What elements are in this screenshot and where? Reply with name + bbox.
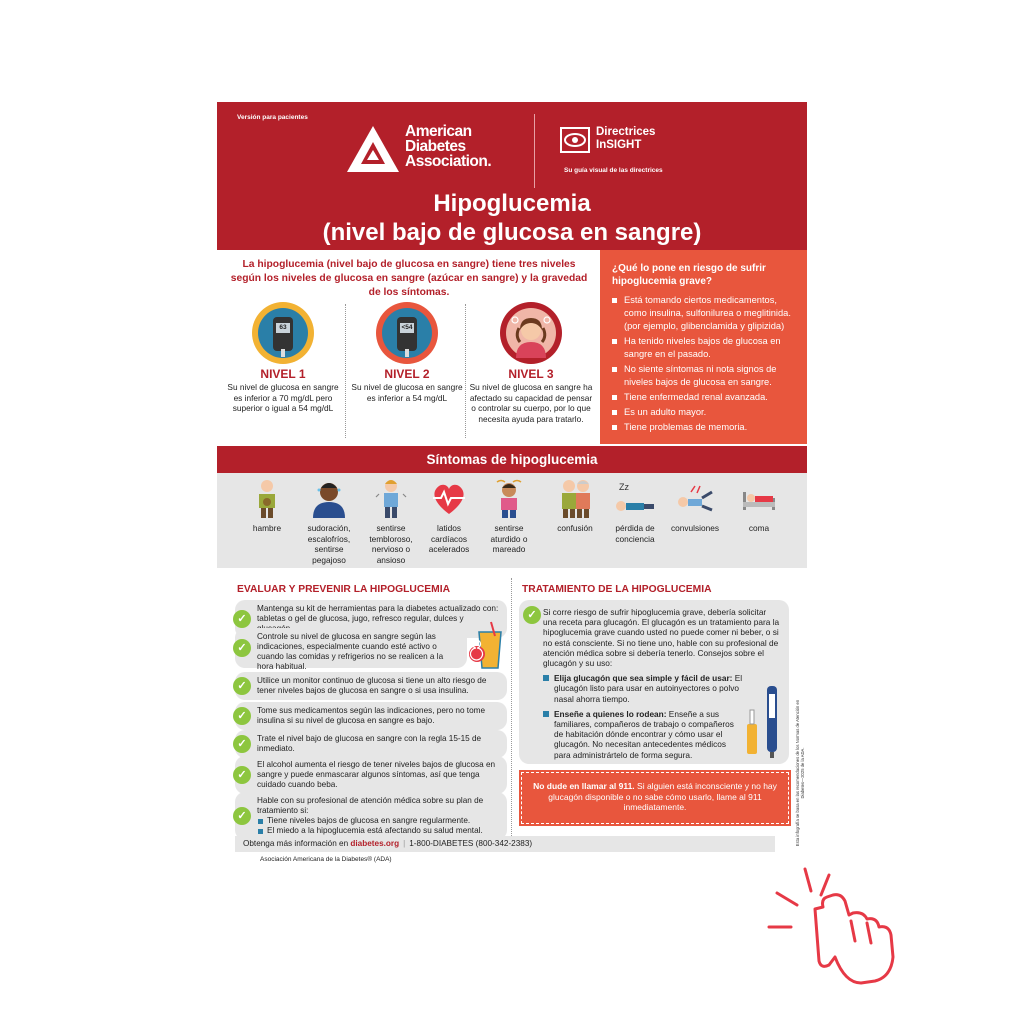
call-911-box: No dude en llamar al 911. Si alguien está inconsciente y no hay glucagón disponible o no sabe cómo usarlo, llame al 911 inmediatamente. <box>521 772 789 824</box>
risk-item: No siente síntomas ni nota signos de niveles bajos de glucosa en sangre. <box>612 363 799 389</box>
risk-item: Tiene enfermedad renal avanzada. <box>612 391 799 404</box>
ada-wordmark: American Diabetes Association. <box>405 123 492 170</box>
level-2-card <box>348 302 466 403</box>
distressed-person-icon <box>506 308 556 358</box>
treatment-tip: Elija glucagón que sea simple y fácil de usar: El glucagón listo para usar en autoinyectores o polvo nasal ahorra tiempo. <box>543 673 743 704</box>
level-1-title: NIVEL 1 <box>260 367 306 381</box>
dotted-divider <box>465 304 466 438</box>
svg-text:Zz: Zz <box>619 482 629 492</box>
check-icon: ✓ <box>233 707 251 725</box>
click-cursor-icon <box>765 865 905 995</box>
symptom-coma: coma <box>729 478 789 534</box>
ada-triangle-icon <box>347 126 399 172</box>
level-2-title: NIVEL 2 <box>384 367 430 381</box>
risk-item: Es un adulto mayor. <box>612 406 799 419</box>
seizure-icon <box>675 478 715 518</box>
levels-lead-text: La hipoglucemia (nivel bajo de glucosa en sangre) tiene tres niveles según los niveles de glucosa en sangre (azúcar en sangre) y la gravedad de los síntomas. <box>230 259 588 298</box>
risk-item: Está tomando ciertos medicamentos, como insulina, sulfonilurea o meglitinida. (por ejemplo, glibenclamida y glipizida) <box>612 294 799 333</box>
evaluate-item: ✓ Hable con su profesional de atención médica sobre su plan de tratamiento si: Tiene niveles bajos de glucosa en sangre regularmente. El miedo a la hipoglucemia está afectando su salud mental. <box>235 792 507 840</box>
source-note: Esta infografía se basa en las recomendaciones de los Normas de Atención en Diabetes—2025 de la ADA. <box>795 699 805 847</box>
symptom-confusion: confusión <box>545 478 605 534</box>
heartbeat-icon <box>429 478 469 518</box>
check-icon: ✓ <box>233 677 251 695</box>
hungry-person-icon <box>247 478 287 518</box>
evaluate-subitem: Tiene niveles bajos de glucosa en sangre regularmente. <box>257 816 499 826</box>
level-3-card <box>467 302 595 424</box>
header-divider <box>534 114 535 188</box>
insight-subtitle: Su guía visual de las directrices <box>564 167 663 174</box>
treatment-intro: Si corre riesgo de sufrir hipoglucemia grave, debería solicitar una receta para glucagón. El glucagón es un tratamiento para la hipoglucemia grave cuando usted no puede comer ni beber, o si no está consciente. Si no tiene uno, hable con su profesional de atención médica sobre si debería tenerlo. Consejos sobre el glucagón y su uso: <box>543 607 780 669</box>
level-3-title: NIVEL 3 <box>508 367 554 381</box>
ada-logo[interactable] <box>347 124 537 176</box>
evaluate-title: EVALUAR Y PREVENIR LA HIPOGLUCEMIA <box>237 584 451 595</box>
hospital-bed-icon <box>739 478 779 518</box>
check-icon: ✓ <box>233 639 251 657</box>
eye-icon <box>560 127 590 153</box>
evaluate-item: ✓ Utilice un monitor continuo de glucosa si tiene un alto riesgo de tener niveles bajos de glucosa en sangre o si usa insulina. <box>235 672 507 700</box>
symptoms-title: Síntomas de hipoglucemia <box>217 446 807 473</box>
evaluate-subitem: El miedo a la hipoglucemia está afectando su salud mental. <box>257 826 499 836</box>
header-banner <box>217 102 807 250</box>
level-1-card <box>224 302 342 414</box>
insight-logo[interactable] <box>560 126 720 166</box>
risk-title: ¿Qué lo pone en riesgo de sufrir hipoglucemia grave? <box>612 263 766 287</box>
risk-item: Ha tenido niveles bajos de glucosa en sangre en el pasado. <box>612 335 799 361</box>
evaluate-item: ✓ Tome sus medicamentos según las indicaciones, pero no tome insulina si su nivel de glucosa en sangre es bajo. <box>235 702 507 730</box>
version-label: Versión para pacientes <box>237 114 308 121</box>
symptom-seizure: convulsiones <box>665 478 725 534</box>
level-1-badge <box>252 302 314 364</box>
treatment-title: TRATAMIENTO DE LA HIPOGLUCEMIA <box>522 584 712 595</box>
risk-item: Tiene problemas de memoria. <box>612 421 799 434</box>
evaluate-item: ✓ Controle su nivel de glucosa en sangre según las indicaciones, especialmente cuando esté activo o cuando las comidas y refrigerios no se realicen a la hora habitual. <box>235 628 467 668</box>
check-icon: ✓ <box>233 807 251 825</box>
level-2-badge <box>376 302 438 364</box>
infographic-page <box>217 102 807 872</box>
symptom-shaky: sentirse tembloroso, nervioso o ansioso <box>361 478 421 565</box>
evaluate-item: ✓ Trate el nivel bajo de glucosa en sangre con la regla 15-15 de inmediato. <box>235 730 507 758</box>
symptom-hunger: hambre <box>237 478 297 534</box>
dizzy-person-icon <box>489 478 529 518</box>
level-1-text: Su nivel de glucosa en sangre es inferior a 70 mg/dL pero superior o igual a 54 mg/dL <box>227 382 339 413</box>
risk-list <box>612 294 799 434</box>
check-icon: ✓ <box>523 606 541 624</box>
column-divider <box>511 578 512 836</box>
level-3-text: Su nivel de glucosa en sangre ha afectado su capacidad de pensar o controlar su cuerpo, por lo que necesita ayuda para tratarlo. <box>469 382 593 424</box>
evaluate-item: ✓ Mantenga su kit de herramientas para la diabetes actualizado con: tabletas o gel de glucosa, jugo, refresco regular, dulces y <box>235 600 507 638</box>
symptom-dizzy: sentirse aturdido o mareado <box>479 478 539 555</box>
dotted-divider <box>345 304 346 438</box>
symptom-sweating: sudoración, escalofríos, sentirse pegajoso <box>299 478 359 565</box>
check-icon: ✓ <box>233 735 251 753</box>
check-icon: ✓ <box>233 766 251 784</box>
juice-candy-icon <box>467 620 509 672</box>
symptom-heartbeat: latidos cardíacos acelerados <box>419 478 479 555</box>
page-title: Hipoglucemia (nivel bajo de glucosa en sangre) <box>322 190 702 246</box>
diabetes-org-link[interactable]: diabetes.org <box>350 839 400 848</box>
organization-name: Asociación Americana de la Diabetes® (ADA) <box>260 856 392 863</box>
treatment-box <box>519 600 789 764</box>
glucagon-device-icon <box>743 684 785 760</box>
glucose-meter-icon: <54 <box>397 317 417 351</box>
glucose-meter-icon: 63 <box>273 317 293 351</box>
confused-person-icon <box>555 478 595 518</box>
sweating-person-icon <box>309 478 349 518</box>
insight-wordmark: Directrices InSIGHT <box>596 126 656 151</box>
symptom-unconscious: Zz pérdida de conciencia <box>605 478 665 544</box>
level-3-badge <box>500 302 562 364</box>
check-icon: ✓ <box>233 610 251 628</box>
unconscious-person-icon <box>615 478 655 518</box>
evaluate-item: ✓ El alcohol aumenta el riesgo de tener niveles bajos de glucosa en sangre y puede enmascarar algunos síntomas, así que tenga cuidado cuando beba. <box>235 756 507 794</box>
shaky-person-icon <box>371 478 411 518</box>
symptoms-row <box>217 473 807 568</box>
treatment-tip: Enseñe a quienes lo rodean: Enseñe a sus familiares, compañeros de trabajo o compañeros de habitación dónde encontrar y cómo usar el glucagón. No necesitan antecedentes médicos para administrártelo de forma segura. <box>543 709 743 760</box>
footer-bar: Obtenga más información en diabetes.org | 1-800-DIABETES (800-342-2383) <box>235 836 775 852</box>
phone-number: 1-800-DIABETES (800-342-2383) <box>409 839 533 848</box>
level-2-text: Su nivel de glucosa en sangre es inferior a 54 mg/dL <box>351 382 463 403</box>
risk-box <box>600 250 807 444</box>
levels-section <box>217 250 600 444</box>
